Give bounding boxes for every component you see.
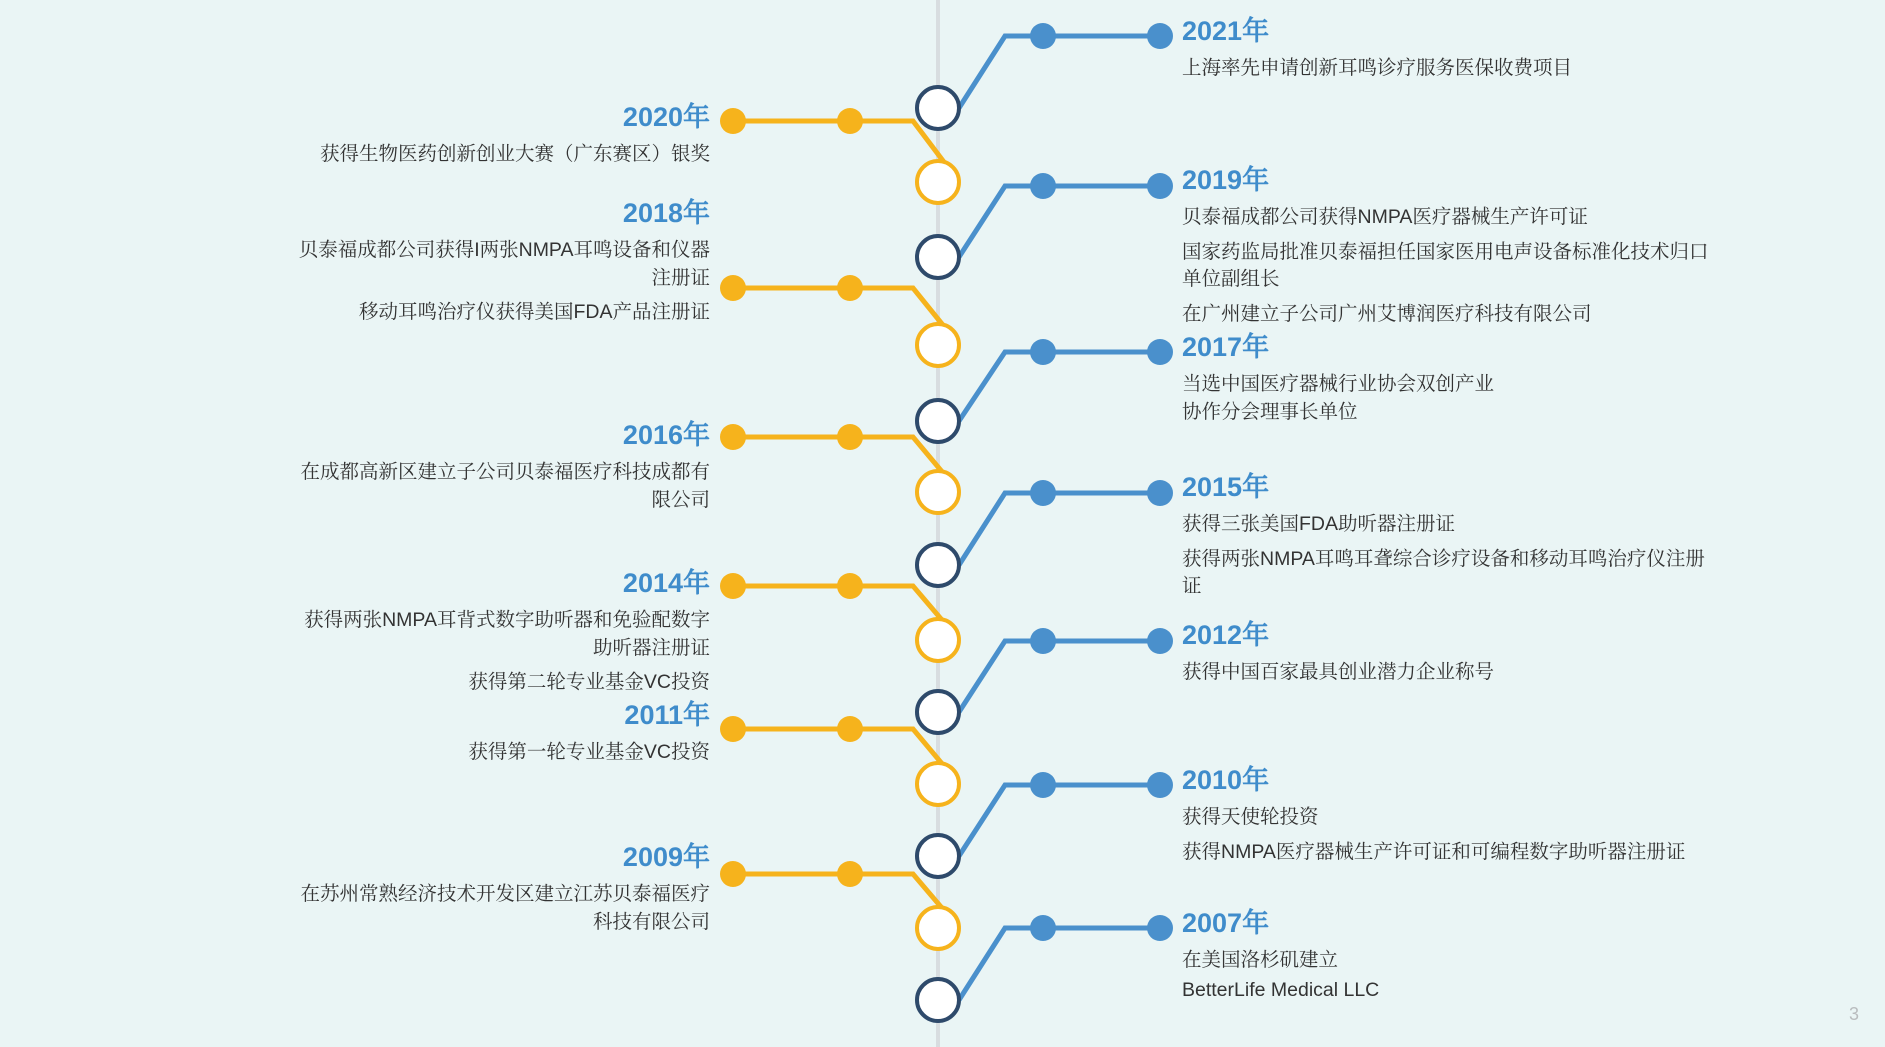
entry-year: 2011年 [624,700,710,730]
branch-dot [1030,772,1056,798]
entry-year: 2012年 [1182,620,1270,650]
branch-dot [837,108,863,134]
timeline-axis [936,0,940,1047]
entry-line: 贝泰福成都公司获得I两张NMPA耳鸣设备和仪器注册证 [298,239,710,289]
branch-dot [1030,480,1056,506]
timeline-entry-2018 [290,198,710,327]
entry-year: 2010年 [1182,765,1270,795]
timeline-entry-2011 [290,700,710,767]
branch-dot [720,108,746,134]
axis-node [915,689,961,735]
branch-dot [1147,915,1173,941]
entry-line: 获得第二轮专业基金VC投资 [468,671,710,694]
entry-line: 在成都高新区建立子公司贝泰福医疗科技成都有限公司 [300,461,710,511]
entry-line: 获得NMPA医疗器械生产许可证和可编程数字助听器注册证 [1182,840,1686,863]
axis-node [915,159,961,205]
entry-line: 获得两张NMPA耳背式数字助听器和免验配数字助听器注册证 [304,609,710,659]
timeline-entry-2010 [1182,765,1712,866]
branch-dot [720,716,746,742]
entry-line: 获得第一轮专业基金VC投资 [468,741,710,764]
entry-line: 贝泰福成都公司获得NMPA医疗器械生产许可证 [1182,206,1588,229]
branch-dot [720,573,746,599]
branch-dot [837,573,863,599]
axis-node [915,617,961,663]
entry-year: 2014年 [622,568,710,598]
timeline-entry-2015 [1182,472,1712,601]
timeline-entry-2009 [290,842,710,936]
axis-node [915,905,961,951]
branch-dot [837,716,863,742]
axis-node [915,833,961,879]
entry-line: 获得天使轮投资 [1182,806,1319,829]
entry-year: 2017年 [1182,332,1270,362]
entry-line: 获得两张NMPA耳鸣耳聋综合诊疗设备和移动耳鸣治疗仪注册证 [1182,547,1705,598]
entry-line: 获得中国百家最具创业潜力企业称号 [1182,661,1495,684]
axis-node [915,322,961,368]
entry-line: 国家药监局批准贝泰福担任国家医用电声设备标准化技术归口单位副组长 [1182,240,1709,291]
branch-dot [1030,173,1056,199]
page-number: 3 [1848,1004,1859,1024]
entry-line: 获得三张美国FDA助听器注册证 [1182,513,1456,536]
branch-dot [837,424,863,450]
axis-node [915,542,961,588]
branch-dot [837,275,863,301]
timeline-entry-2017 [1182,332,1512,426]
entry-line: 在广州建立子公司广州艾博润医疗科技有限公司 [1182,303,1592,326]
axis-node [915,977,961,1023]
entry-year: 2018年 [622,198,710,228]
timeline-entry-2007 [1182,908,1612,1004]
entry-line: 移动耳鸣治疗仪获得美国FDA产品注册证 [358,301,710,324]
timeline-entry-2016 [290,420,710,514]
entry-line: 在美国洛杉矶建立 [1182,949,1339,972]
entry-year: 2021年 [1182,16,1270,46]
entry-year: 2019年 [1182,165,1270,195]
entry-line: BetterLife Medical LLC [1182,978,1380,1001]
entry-year: 2007年 [1182,908,1270,938]
branch-dot [1030,628,1056,654]
branch-dot [1030,339,1056,365]
entry-year: 2016年 [622,420,710,450]
branch-dot [720,275,746,301]
entry-line: 在苏州常熟经济技术开发区建立江苏贝泰福医疗科技有限公司 [300,883,710,933]
timeline-entry-2014 [290,568,710,697]
entry-line: 上海率先申请创新耳鸣诊疗服务医保收费项目 [1182,57,1573,80]
branch-dot [720,424,746,450]
entry-year: 2020年 [622,102,710,132]
branch-dot [720,861,746,887]
timeline-entry-2012 [1182,620,1712,687]
axis-node [915,85,961,131]
entry-year: 2015年 [1182,472,1270,502]
timeline-entry-2019 [1182,165,1712,329]
timeline-entry-2020 [290,102,710,169]
entry-line: 当选中国医疗器械行业协会双创产业协作分会理事长单位 [1182,373,1495,423]
branch-dot [1147,628,1173,654]
axis-node [915,234,961,280]
axis-node [915,469,961,515]
entry-line: 获得生物医药创新创业大赛（广东赛区）银奖 [319,143,710,166]
axis-node [915,761,961,807]
timeline-entry-2021 [1182,16,1802,83]
axis-node [915,398,961,444]
entry-year: 2009年 [622,842,710,872]
branch-dot [837,861,863,887]
branch-dot [1147,339,1173,365]
branch-dot [1030,915,1056,941]
branch-dot [1030,23,1056,49]
branch-dot [1147,173,1173,199]
branch-dot [1147,772,1173,798]
branch-dot [1147,480,1173,506]
branch-dot [1147,23,1173,49]
